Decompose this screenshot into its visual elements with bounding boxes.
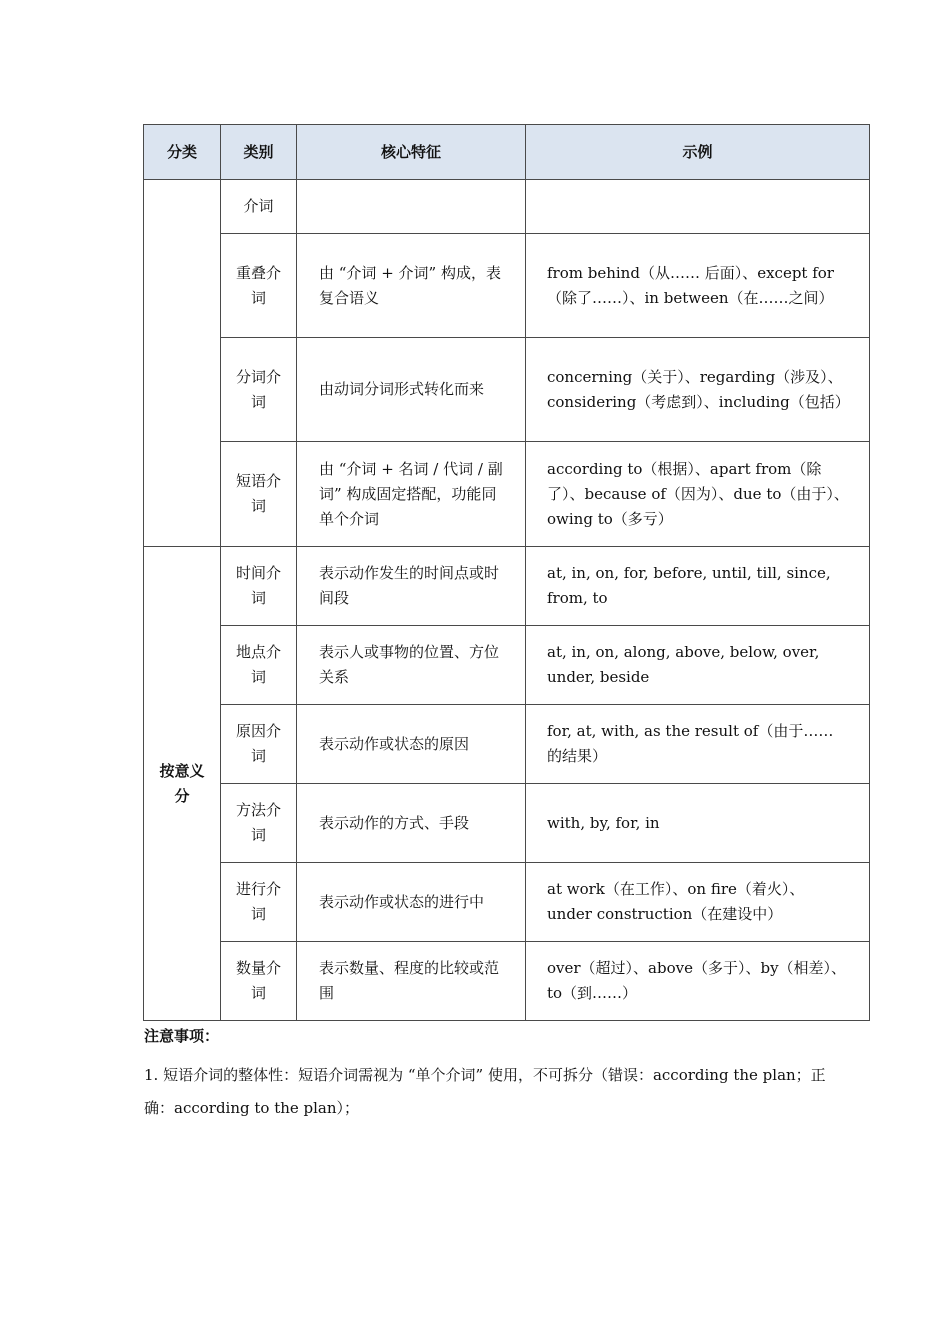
header-group: 分类 xyxy=(144,125,221,180)
feature-cell: 表示动作或状态的进行中 xyxy=(297,863,526,942)
category-cell: 方法介词 xyxy=(221,784,297,863)
table-row xyxy=(144,180,870,234)
category-cell: 数量介词 xyxy=(221,942,297,1021)
group-cell-1 xyxy=(144,180,221,547)
example-cell: with, by, for, in xyxy=(526,784,870,863)
category-cell: 地点介词 xyxy=(221,626,297,705)
table-row xyxy=(144,338,870,442)
feature-cell: 表示动作发生的时间点或时间段 xyxy=(297,547,526,626)
table-row xyxy=(144,234,870,338)
example-cell xyxy=(526,180,870,234)
group-cell-meaning: 按意义分 xyxy=(144,547,221,1021)
header-feature: 核心特征 xyxy=(297,125,526,180)
feature-cell: 由动词分词形式转化而来 xyxy=(297,338,526,442)
feature-cell: 表示动作或状态的原因 xyxy=(297,705,526,784)
category-cell: 介词 xyxy=(221,180,297,234)
feature-cell: 由 “介词 + 名词 / 代词 / 副词” 构成固定搭配，功能同单个介词 xyxy=(297,442,526,547)
note-item-1: 1. 短语介词的整体性：短语介词需视为 “单个介词” 使用，不可拆分（错误：according the plan；正确：according to the plan）； xyxy=(144,1066,826,1117)
feature-cell: 表示数量、程度的比较或范围 xyxy=(297,942,526,1021)
notes-title: 注意事项： xyxy=(144,1027,220,1045)
category-cell: 进行介词 xyxy=(221,863,297,942)
table-row xyxy=(144,705,870,784)
feature-cell xyxy=(297,180,526,234)
example-cell: at, in, on, along, above, below, over, under, beside xyxy=(526,626,870,705)
example-cell: at, in, on, for, before, until, till, since, from, to xyxy=(526,547,870,626)
table-row xyxy=(144,863,870,942)
category-cell: 原因介词 xyxy=(221,705,297,784)
table-row xyxy=(144,626,870,705)
category-cell: 重叠介词 xyxy=(221,234,297,338)
header-example: 示例 xyxy=(526,125,870,180)
feature-cell: 由 “介词 + 介词” 构成，表复合语义 xyxy=(297,234,526,338)
example-cell: according to（根据）、apart from（除了）、because of（因为）、due to（由于）、owing to（多亏） xyxy=(526,442,870,547)
example-cell: concerning（关于）、regarding（涉及）、considering（考虑到）、including（包括） xyxy=(526,338,870,442)
feature-cell: 表示人或事物的位置、方位关系 xyxy=(297,626,526,705)
category-cell: 分词介词 xyxy=(221,338,297,442)
table-row xyxy=(144,942,870,1021)
table-row xyxy=(144,784,870,863)
table-row xyxy=(144,442,870,547)
example-cell: from behind（从…… 后面）、except for（除了……）、in between（在……之间） xyxy=(526,234,870,338)
table-row xyxy=(144,547,870,626)
notes-section xyxy=(144,1024,844,1125)
example-cell: for, at, with, as the result of（由于…… 的结果） xyxy=(526,705,870,784)
table-header-row xyxy=(144,125,870,180)
preposition-table xyxy=(143,124,870,1021)
category-cell: 短语介词 xyxy=(221,442,297,547)
header-category: 类别 xyxy=(221,125,297,180)
example-cell: at work（在工作）、on fire（着火）、under construction（在建设中） xyxy=(526,863,870,942)
feature-cell: 表示动作的方式、手段 xyxy=(297,784,526,863)
example-cell: over（超过）、above（多于）、by（相差）、to（到……） xyxy=(526,942,870,1021)
category-cell: 时间介词 xyxy=(221,547,297,626)
